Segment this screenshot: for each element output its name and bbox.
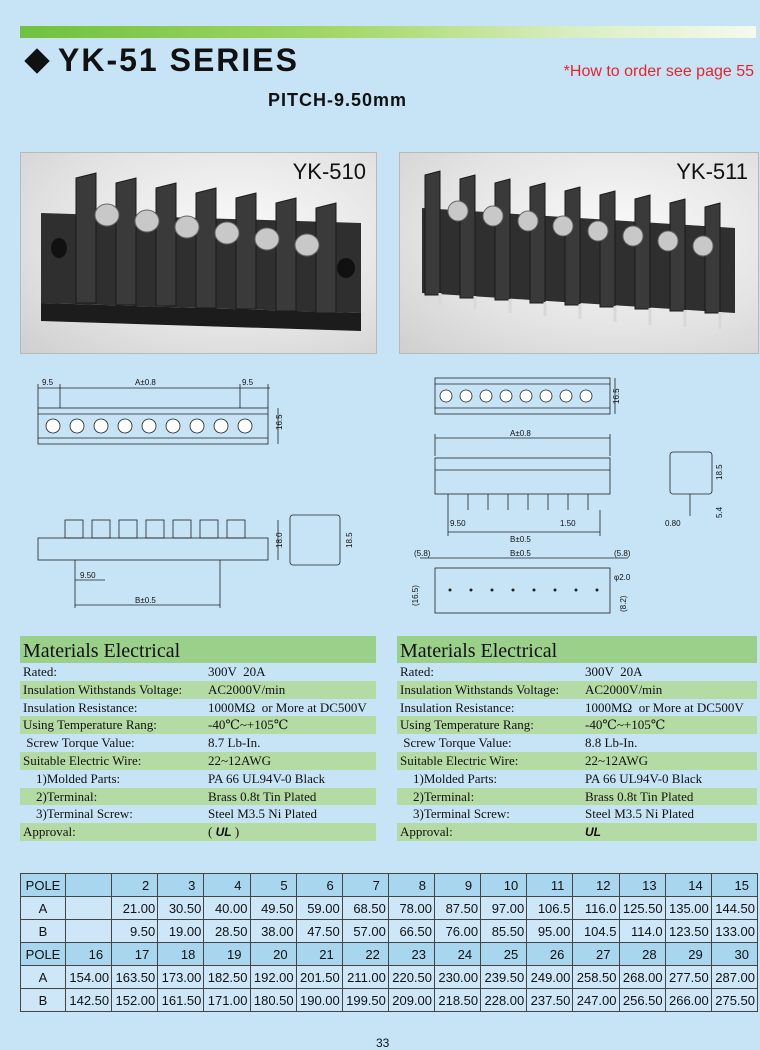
materials-row [397,770,757,788]
pole-count-cell: 7 [342,874,388,897]
materials-value [585,823,757,841]
materials-value [208,770,376,788]
materials-value-text: 8.7 Lb-In. [208,735,261,751]
pole-count-cell: 21 [296,943,342,966]
diamond-bullet-icon [24,48,49,73]
materials-key: 3)Terminal Screw: [400,806,510,822]
ul-approval-icon: UL [585,825,601,840]
materials-value-text: PA 66 UL94V-0 Black [208,770,326,786]
materials-value-text: 22~12AWG [208,752,272,768]
dimension-cell: 256.50 [619,989,665,1012]
materials-row [397,805,757,823]
materials-value-text: 22~12AWG [585,752,649,768]
materials-row [20,788,376,806]
materials-key: 2)Terminal: [23,788,98,804]
materials-row [20,805,376,823]
materials-value-text: Brass 0.8t Tin Plated [585,788,694,804]
dimension-cell: 59.00 [296,897,342,920]
dimension-cell: 154.00 [66,966,112,989]
row-label: B [21,989,66,1012]
dimension-cell: 209.00 [388,989,434,1012]
table-row [21,966,758,989]
row-label: B [21,920,66,943]
dimension-cell: 133.00 [711,920,757,943]
dim-r-side-5-8-right: (5.8) [614,549,631,558]
series-title [22,42,299,79]
pole-count-cell: 2 [112,874,158,897]
dimension-cell: 76.00 [435,920,481,943]
dimension-cell: 190.00 [296,989,342,1012]
pole-header-row [21,874,758,897]
materials-key: Rated: [23,664,57,679]
pole-count-cell: 13 [619,874,665,897]
materials-value [208,823,376,841]
page-number: 33 [376,1036,390,1050]
dim-r-hole-dia: φ2.0 [614,573,631,582]
dimension-cell: 123.50 [665,920,711,943]
materials-value-text: ( [208,824,216,840]
dimension-cell: 142.50 [66,989,112,1012]
materials-key: 1)Molded Parts: [400,770,498,786]
pole-count-cell: 6 [296,874,342,897]
dimension-cell: 104.5 [573,920,619,943]
dimension-cell: 116.0 [573,897,619,920]
materials-key: Insulation Resistance: [400,699,515,715]
materials-key: Rated: [400,664,434,679]
dimension-cell: 268.00 [619,966,665,989]
dim-r-side-5-8-left: (5.8) [414,549,431,558]
dimension-cell: 161.50 [158,989,204,1012]
materials-row [397,681,757,699]
row-label: POLE [21,943,66,966]
materials-value-text: 300V 20A [208,664,266,679]
materials-value [585,734,757,752]
pole-header-row [21,943,758,966]
materials-value-text: PA 66 UL94V-0 Black [585,770,703,786]
materials-heading: Materials Electrical [397,636,757,663]
materials-key: Approval: [23,824,76,840]
photo-label-yk511: YK-511 [676,159,748,184]
dim-r-height-8-2: (8.2) [619,595,628,612]
materials-value [208,663,376,681]
materials-key: Suitable Electric Wire: [400,752,519,768]
materials-value [585,805,757,823]
pitch-label: PITCH-9.50mm [268,90,408,110]
dimension-cell: 49.50 [250,897,296,920]
dimension-cell: 19.00 [158,920,204,943]
materials-value-text: Steel M3.5 Ni Plated [585,806,695,822]
materials-value [585,752,757,770]
materials-value-text: AC2000V/min [208,681,286,697]
materials-row [20,823,376,841]
materials-value [208,716,376,734]
photo-label-yk510: YK-510 [292,159,366,184]
pole-count-cell: 4 [204,874,250,897]
pole-count-cell: 3 [158,874,204,897]
dimension-cell: 201.50 [296,966,342,989]
pole-count-cell: 30 [711,943,757,966]
dimension-cell: 258.50 [573,966,619,989]
materials-value [585,788,757,806]
product-photo-yk510 [20,152,377,354]
materials-key: Approval: [400,824,453,840]
ul-approval-icon: UL [215,825,232,840]
materials-value-text: 8.8 Lb-In. [585,735,638,751]
header-accent-bar [20,26,756,38]
pole-count-cell: 25 [481,943,527,966]
dimension-cell [66,897,112,920]
materials-value [208,805,376,823]
materials-row [20,716,376,734]
materials-value-text: 1000MΩ or More at DC500V [208,699,367,715]
materials-key: 1)Molded Parts: [23,770,121,786]
pole-count-cell: 22 [342,943,388,966]
materials-row [397,752,757,770]
dimension-cell: 106.5 [527,897,573,920]
materials-row [20,734,376,752]
pole-count-cell: 16 [66,943,112,966]
pole-count-cell: 20 [250,943,296,966]
materials-row [397,663,757,681]
dim-r-pin-0-80: 0.80 [665,519,681,528]
materials-row [397,788,757,806]
dimension-cell: 9.50 [112,920,158,943]
pole-count-cell: 14 [665,874,711,897]
materials-value [208,681,376,699]
materials-row [397,734,757,752]
pole-count-cell: 5 [250,874,296,897]
materials-row [20,681,376,699]
materials-key: Using Temperature Rang: [400,717,534,733]
pole-count-cell: 17 [112,943,158,966]
dimension-cell: 152.00 [112,989,158,1012]
materials-key: Insulation Resistance: [23,699,138,715]
pole-count-cell: 23 [388,943,434,966]
dimension-cell: 211.00 [342,966,388,989]
dimension-cell: 228.00 [481,989,527,1012]
materials-row [20,699,376,717]
materials-value [585,663,757,681]
dimension-cell: 38.00 [250,920,296,943]
dimension-cell: 30.50 [158,897,204,920]
materials-panel-yk511 [397,636,757,841]
dimension-cell: 180.50 [250,989,296,1012]
materials-key: Suitable Electric Wire: [23,752,142,768]
materials-row [20,752,376,770]
pole-count-cell [66,874,112,897]
dimension-cell: 135.00 [665,897,711,920]
materials-key: Screw Torque Value: [23,735,135,751]
row-label: A [21,966,66,989]
dimension-cell: 237.50 [527,989,573,1012]
dimension-cell: 171.00 [204,989,250,1012]
dimension-cell: 47.50 [296,920,342,943]
materials-value [208,699,376,717]
pole-count-cell: 11 [527,874,573,897]
materials-key: Using Temperature Rang: [23,717,157,733]
materials-value [585,770,757,788]
materials-heading: Materials Electrical [20,636,376,663]
dimension-cell: 247.00 [573,989,619,1012]
dimension-cell: 125.50 [619,897,665,920]
materials-row [397,716,757,734]
dim-r-b-tolerance: B±0.5 [510,535,531,544]
materials-row [397,699,757,717]
materials-key: Screw Torque Value: [400,735,512,751]
dimension-cell: 249.00 [527,966,573,989]
dimension-cell: 21.00 [112,897,158,920]
materials-value [585,716,757,734]
materials-key: Insulation Withstands Voltage: [23,681,183,697]
dim-a-tolerance: A±0.8 [135,378,156,387]
dim-r-pitch-9-50: 9.50 [450,519,466,528]
dimension-cell: 40.00 [204,897,250,920]
materials-value [208,788,376,806]
materials-key: 3)Terminal Screw: [23,806,133,822]
pole-count-cell: 18 [158,943,204,966]
dim-pitch-9-50: 9.50 [80,571,96,580]
pole-count-cell: 29 [665,943,711,966]
pole-count-cell: 10 [481,874,527,897]
dimension-cell [66,920,112,943]
dim-r-height-16-5: 16.5 [612,388,621,404]
dim-r-height-16-5-b: (16.5) [411,585,420,606]
dimension-cell: 218.50 [435,989,481,1012]
dimension-cell: 163.50 [112,966,158,989]
dim-r-pin-1-50: 1.50 [560,519,576,528]
materials-value-text: AC2000V/min [585,681,663,697]
pole-count-cell: 8 [388,874,434,897]
dimension-cell: 266.00 [665,989,711,1012]
row-label: POLE [21,874,66,897]
materials-value [208,752,376,770]
dim-right-9-5: 9.5 [242,378,254,387]
materials-row [20,663,376,681]
materials-key: Insulation Withstands Voltage: [400,681,560,697]
dim-r-a-tolerance: A±0.8 [510,429,531,438]
materials-value [208,734,376,752]
dim-height-18-0: 18.0 [275,532,284,548]
dim-b-tolerance: B±0.5 [135,596,156,605]
dim-height-16-5: 16.5 [275,414,284,430]
materials-key: 2)Terminal: [400,788,475,804]
dimension-cell: 287.00 [711,966,757,989]
pole-count-cell: 9 [435,874,481,897]
dimension-cell: 85.50 [481,920,527,943]
materials-value [585,699,757,717]
dim-r-pin-5-4: 5.4 [715,506,724,518]
dimension-cell: 144.50 [711,897,757,920]
dimension-cell: 66.50 [388,920,434,943]
product-photo-yk511 [399,152,759,354]
row-label: A [21,897,66,920]
materials-row [397,823,757,841]
dim-r-height-18-5: 18.5 [715,464,724,480]
materials-value [585,681,757,699]
pole-count-cell: 15 [711,874,757,897]
dimension-drawing-yk511 [400,370,758,620]
materials-value-text: -40℃~+105℃ [208,717,289,733]
materials-value-tail: ) [231,824,240,840]
dimension-cell: 57.00 [342,920,388,943]
pole-count-cell: 12 [573,874,619,897]
materials-value-text: 1000MΩ or More at DC500V [585,699,744,715]
dim-height-18-5: 18.5 [345,532,354,548]
series-title-text: YK-51 SERIES [58,42,299,78]
dimension-cell: 95.00 [527,920,573,943]
dimension-cell: 182.50 [204,966,250,989]
dimension-cell: 28.50 [204,920,250,943]
dimension-cell: 78.00 [388,897,434,920]
dimension-cell: 97.00 [481,897,527,920]
table-row [21,920,758,943]
pole-count-cell: 19 [204,943,250,966]
dimension-cell: 275.50 [711,989,757,1012]
pole-dimension-table [20,873,758,1012]
dimension-cell: 277.50 [665,966,711,989]
materials-panel-yk510 [20,636,376,841]
table-row [21,989,758,1012]
dimension-cell: 192.00 [250,966,296,989]
dim-r-b2-tolerance: B±0.5 [510,549,531,558]
dimension-cell: 68.50 [342,897,388,920]
materials-value-text: Brass 0.8t Tin Plated [208,788,317,804]
pole-count-cell: 27 [573,943,619,966]
dim-left-9-5: 9.5 [42,378,54,387]
dimension-cell: 230.00 [435,966,481,989]
pole-count-cell: 28 [619,943,665,966]
table-row [21,897,758,920]
materials-row [20,770,376,788]
materials-value-text: 300V 20A [585,664,643,679]
dimension-cell: 114.0 [619,920,665,943]
pole-count-cell: 24 [435,943,481,966]
dimension-cell: 220.50 [388,966,434,989]
dimension-cell: 87.50 [435,897,481,920]
materials-value-text: Steel M3.5 Ni Plated [208,806,318,822]
dimension-cell: 199.50 [342,989,388,1012]
dimension-cell: 239.50 [481,966,527,989]
dimension-cell: 173.00 [158,966,204,989]
dimension-drawing-yk510 [20,370,380,620]
materials-value-text: -40℃~+105℃ [585,717,666,733]
pole-count-cell: 26 [527,943,573,966]
order-note[interactable]: *How to order see page 55 [563,63,754,80]
